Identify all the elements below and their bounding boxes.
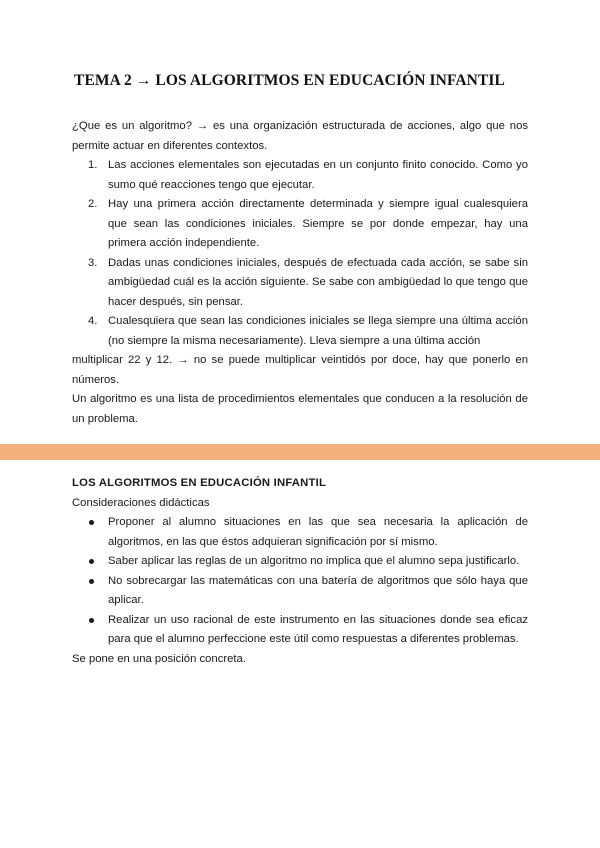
list-item: Las acciones elementales son ejecutadas en un conjunto finito conocido. Como yo sumo qué reacciones tengo que ejecutar. [108,159,528,191]
example-paragraph: multiplicar 22 y 12. → no se puede multiplicar veintidós por doce, hay que ponerlo en números. [72,354,528,386]
section-algorithm-definition [72,117,528,429]
algorithm-properties-list [72,156,528,351]
page-title: TEMA 2 → LOS ALGORITMOS EN EDUCACIÓN INFANTIL [74,72,505,89]
list-item: Realizar un uso racional de este instrumento en las situaciones donde sea eficaz para que el alumno perfeccione este útil como respuestas a diferentes problemas. [108,611,528,650]
list-item: Hay una primera acción directamente determinada y siempre igual cualesquiera que sean las condiciones iniciales. Siempre se por donde empezar, hay una primera acción independiente. [108,198,528,249]
section-divider-band [0,444,600,460]
closing-paragraph: Se pone en una posición concreta. [72,652,246,665]
definition-paragraph: Un algoritmo es una lista de procedimientos elementales que conducen a la resolución de un problema. [72,393,528,425]
intro-paragraph: ¿Que es un algoritmo? → es una organización estructurada de acciones, algo que nos permite actuar en diferentes contextos. [72,120,528,152]
section-heading: LOS ALGORITMOS EN EDUCACIÓN INFANTIL [72,477,327,489]
list-item: Dadas unas condiciones iniciales, después de efectuada cada acción, se sabe sin ambigüedad cuál es la acción siguiente. Se sabe con ambigüedad lo que tengo que hacer después, sin pensar. [108,256,528,308]
list-item: Proponer al alumno situaciones en las que sea necesaria la aplicación de algoritmos, en las que éstos adquieran significación por sí mismo. [108,513,528,552]
list-item: Saber aplicar las reglas de un algoritmo no implica que el alumno sepa justificarlo. [108,552,528,572]
list-item: No sobrecargar las matemáticas con una batería de algoritmos que sólo haya que aplicar. [108,572,528,611]
section-subheading: Consideraciones didácticas [72,496,210,509]
didactic-considerations-list [72,513,528,650]
section-algorithms-infant-education [72,474,528,669]
list-item: Cualesquiera que sean las condiciones iniciales se llega siempre una última acción (no siempre la misma necesariamente). Lleva siempre a una última acción [108,315,528,347]
